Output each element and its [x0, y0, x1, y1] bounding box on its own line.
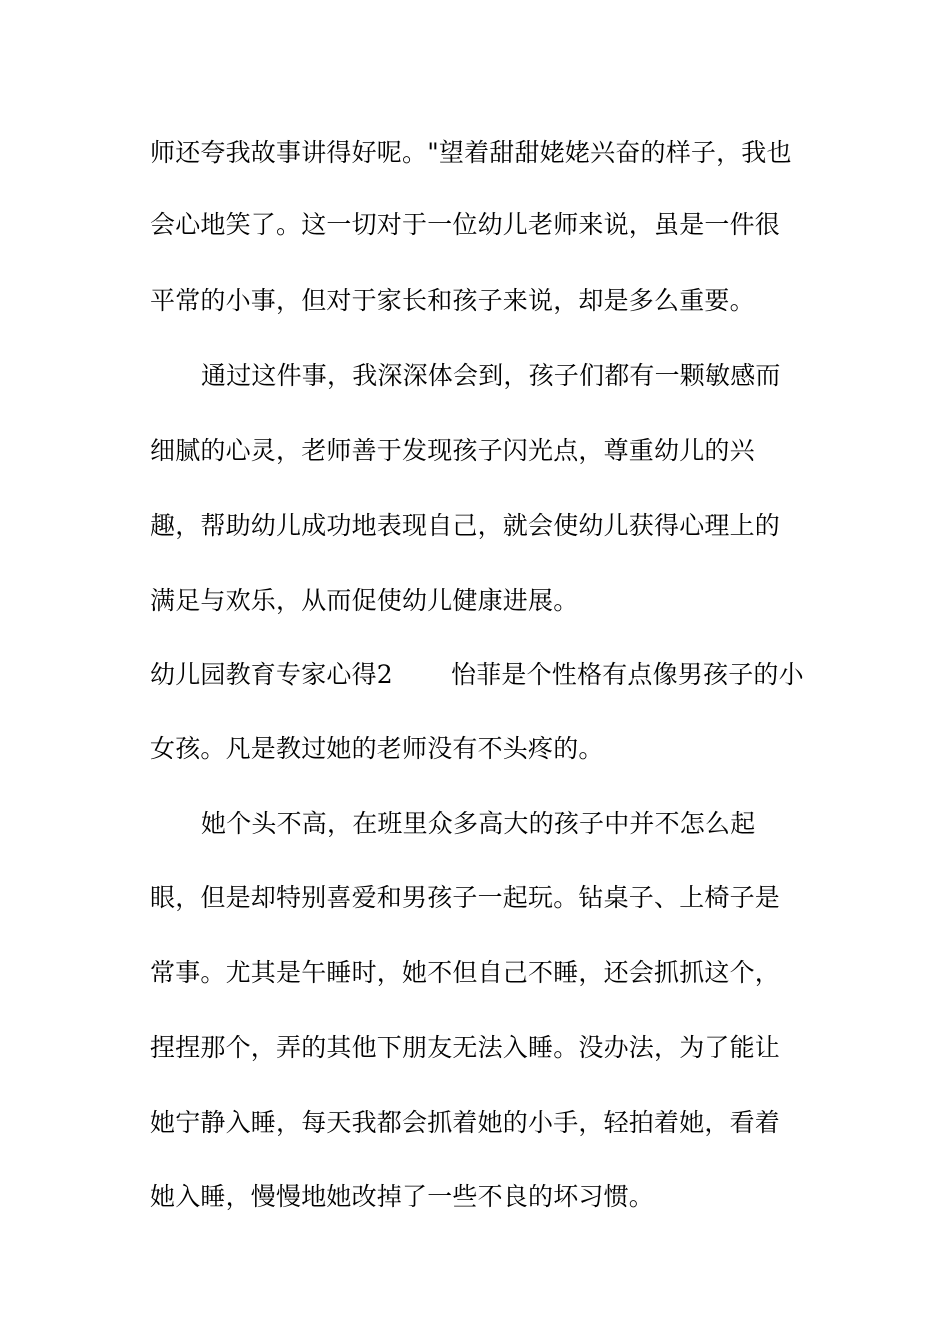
section-first-line: 怡菲是个性格有点像男孩子的小	[451, 660, 804, 689]
text-line: 常事。尤其是午睡时，她不但自己不睡，还会抓抓这个，	[150, 958, 781, 987]
text-line: 平常的小事，但对于家长和孩子来说，却是多么重要。	[150, 286, 755, 315]
text-line: 满足与欢乐，从而促使幼儿健康进展。	[150, 586, 579, 615]
text-line: 她宁静入睡，每天我都会抓着她的小手，轻拍着她，看着	[150, 1108, 781, 1137]
text-line: 眼，但是却特别喜爱和男孩子一起玩。钻桌子、上椅子是	[150, 883, 781, 912]
text-line: 捏捏那个，弄的其他下朋友无法入睡。没办法，为了能让	[150, 1033, 781, 1062]
text-line: 女孩。凡是教过她的老师没有不头疼的。	[150, 734, 604, 763]
text-line: 会心地笑了。这一切对于一位幼儿老师来说，虽是一件很	[150, 210, 781, 239]
text-line: 她入睡，慢慢地她改掉了一些不良的坏习惯。	[150, 1182, 655, 1211]
text-line: 趣，帮助幼儿成功地表现自己，就会使幼儿获得心理上的	[150, 511, 781, 540]
text-line: 细腻的心灵，老师善于发现孩子闪光点，尊重幼儿的兴	[150, 436, 755, 465]
text-line: 师还夸我故事讲得好呢。"望着甜甜姥姥兴奋的样子，我也	[150, 138, 792, 167]
paragraph-first-line: 她个头不高，在班里众多高大的孩子中并不怎么起	[201, 809, 756, 838]
section-title: 幼儿园教育专家心得2	[150, 660, 393, 689]
paragraph-first-line: 通过这件事，我深深体会到，孩子们都有一颗敏感而	[201, 361, 781, 390]
section-heading-line	[150, 655, 820, 695]
